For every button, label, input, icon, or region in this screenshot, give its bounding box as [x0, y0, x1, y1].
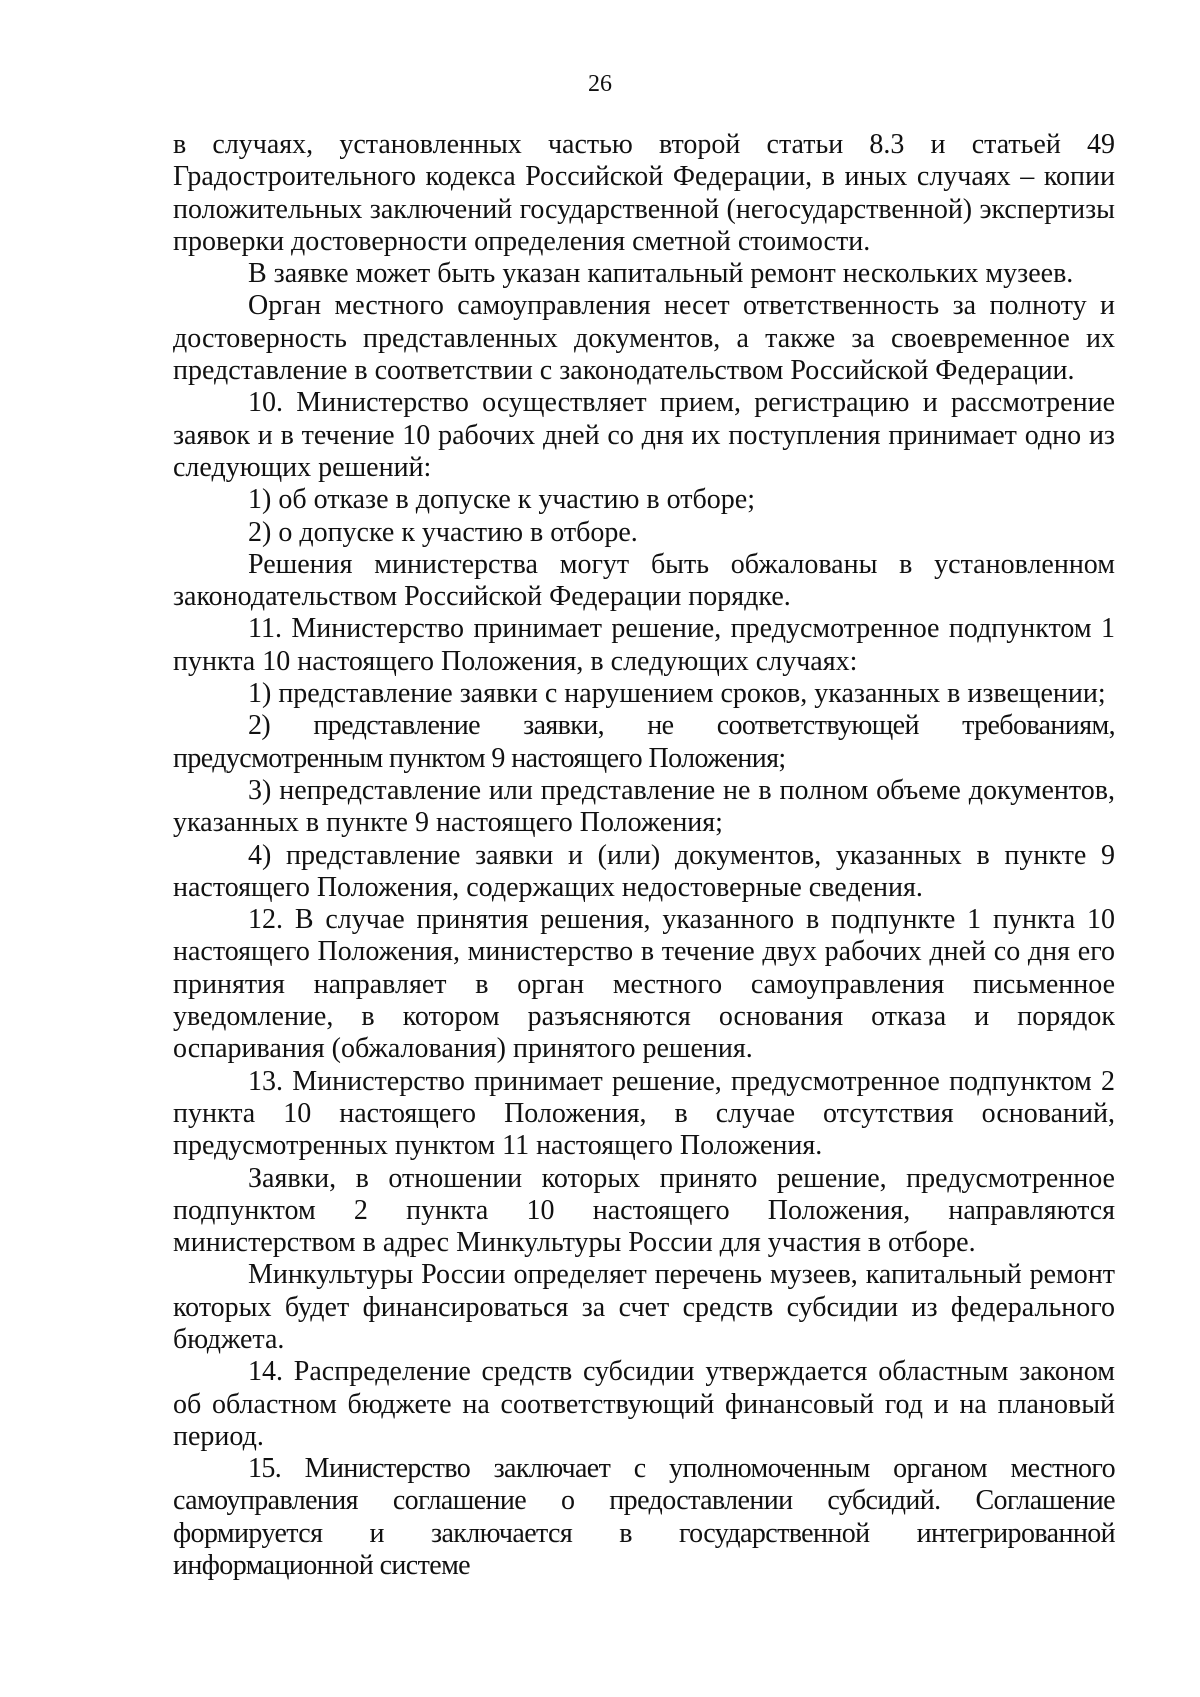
paragraph-item-13: 13. Министерство принимает решение, предусмотренное подпунктом 2 пункта 10 настоящего Положения, в случае отсутствия оснований, предусмотренных пунктом 11 настоящего Положения. [173, 1065, 1115, 1162]
paragraph-appeal: Решения министерства могут быть обжалованы в установленном законодательством Российской Федерации порядке. [173, 548, 1115, 613]
paragraph-continuation: в случаях, установленных частью второй статьи 8.3 и статьей 49 Градостроительного кодекса Российской Федерации, в иных случаях – копии положительных заключений государственной (негосударственной) экспертизы проверки достоверности определения сметной стоимости. [173, 129, 1115, 257]
paragraph-item-11-sub-3: 3) непредставление или представление не в полном объеме документов, указанных в пункте 9 настоящего Положения; [173, 774, 1115, 839]
paragraph-item-11-sub-4: 4) представление заявки и (или) документов, указанных в пункте 9 настоящего Положения, содержащих недостоверные сведения. [173, 839, 1115, 903]
paragraph-item-10: 10. Министерство осуществляет прием, регистрацию и рассмотрение заявок и в течение 10 рабочих дней со дня их поступления принимает одно из следующих решений: [173, 387, 1115, 483]
paragraph-item-15: 15. Министерство заключает с уполномоченным органом местного самоуправления соглашение о предоставлении субсидий. Соглашение формируется и заключается в государственной интегрированной информационной системе [173, 1453, 1115, 1582]
paragraph-item-11-sub-2: 2) представление заявки, не соответствующей требованиям, предусмотренным пунктом 9 настоящего Положения; [173, 710, 1115, 774]
paragraph-item-11: 11. Министерство принимает решение, предусмотренное подпунктом 1 пункта 10 настоящего Положения, в следующих случаях: [173, 613, 1115, 677]
paragraph-multiple-museums: В заявке может быть указан капитальный ремонт нескольких музеев. [248, 258, 1074, 290]
paragraph-local-authority-responsibility: Орган местного самоуправления несет ответственность за полноту и достоверность представленных документов, а также за своевременное их представление в соответствии с законодательством Российской Федерации. [173, 290, 1115, 387]
paragraph-ministry-of-culture-list: Минкультуры России определяет перечень музеев, капитальный ремонт которых будет финансироваться за счет средств субсидии из федерального бюджета. [173, 1259, 1115, 1355]
page-number: 26 [588, 71, 612, 97]
paragraph-applications-forwarded: Заявки, в отношении которых принято решение, предусмотренное подпунктом 2 пункта 10 настоящего Положения, направляются министерством в адрес Минкультуры России для участия в отборе. [173, 1162, 1115, 1259]
paragraph-item-12: 12. В случае принятия решения, указанного в подпункте 1 пункта 10 настоящего Положения, министерство в течение двух рабочих дней со дня его принятия направляет в орган местного самоуправления письменное уведомление, в котором разъясняются основания отказа и порядок оспаривания (обжалования) принятого решения. [173, 904, 1115, 1065]
paragraph-item-14: 14. Распределение средств субсидии утверждается областным законом об областном бюджете на соответствующий финансовый год и на плановый период. [173, 1356, 1115, 1452]
paragraph-item-11-sub-1: 1) представление заявки с нарушением сроков, указанных в извещении; [248, 678, 1106, 710]
paragraph-item-10-sub-1: 1) об отказе в допуске к участию в отборе; [248, 484, 755, 516]
document-body [173, 129, 1115, 1582]
paragraph-item-10-sub-2: 2) о допуске к участию в отборе. [248, 516, 638, 548]
